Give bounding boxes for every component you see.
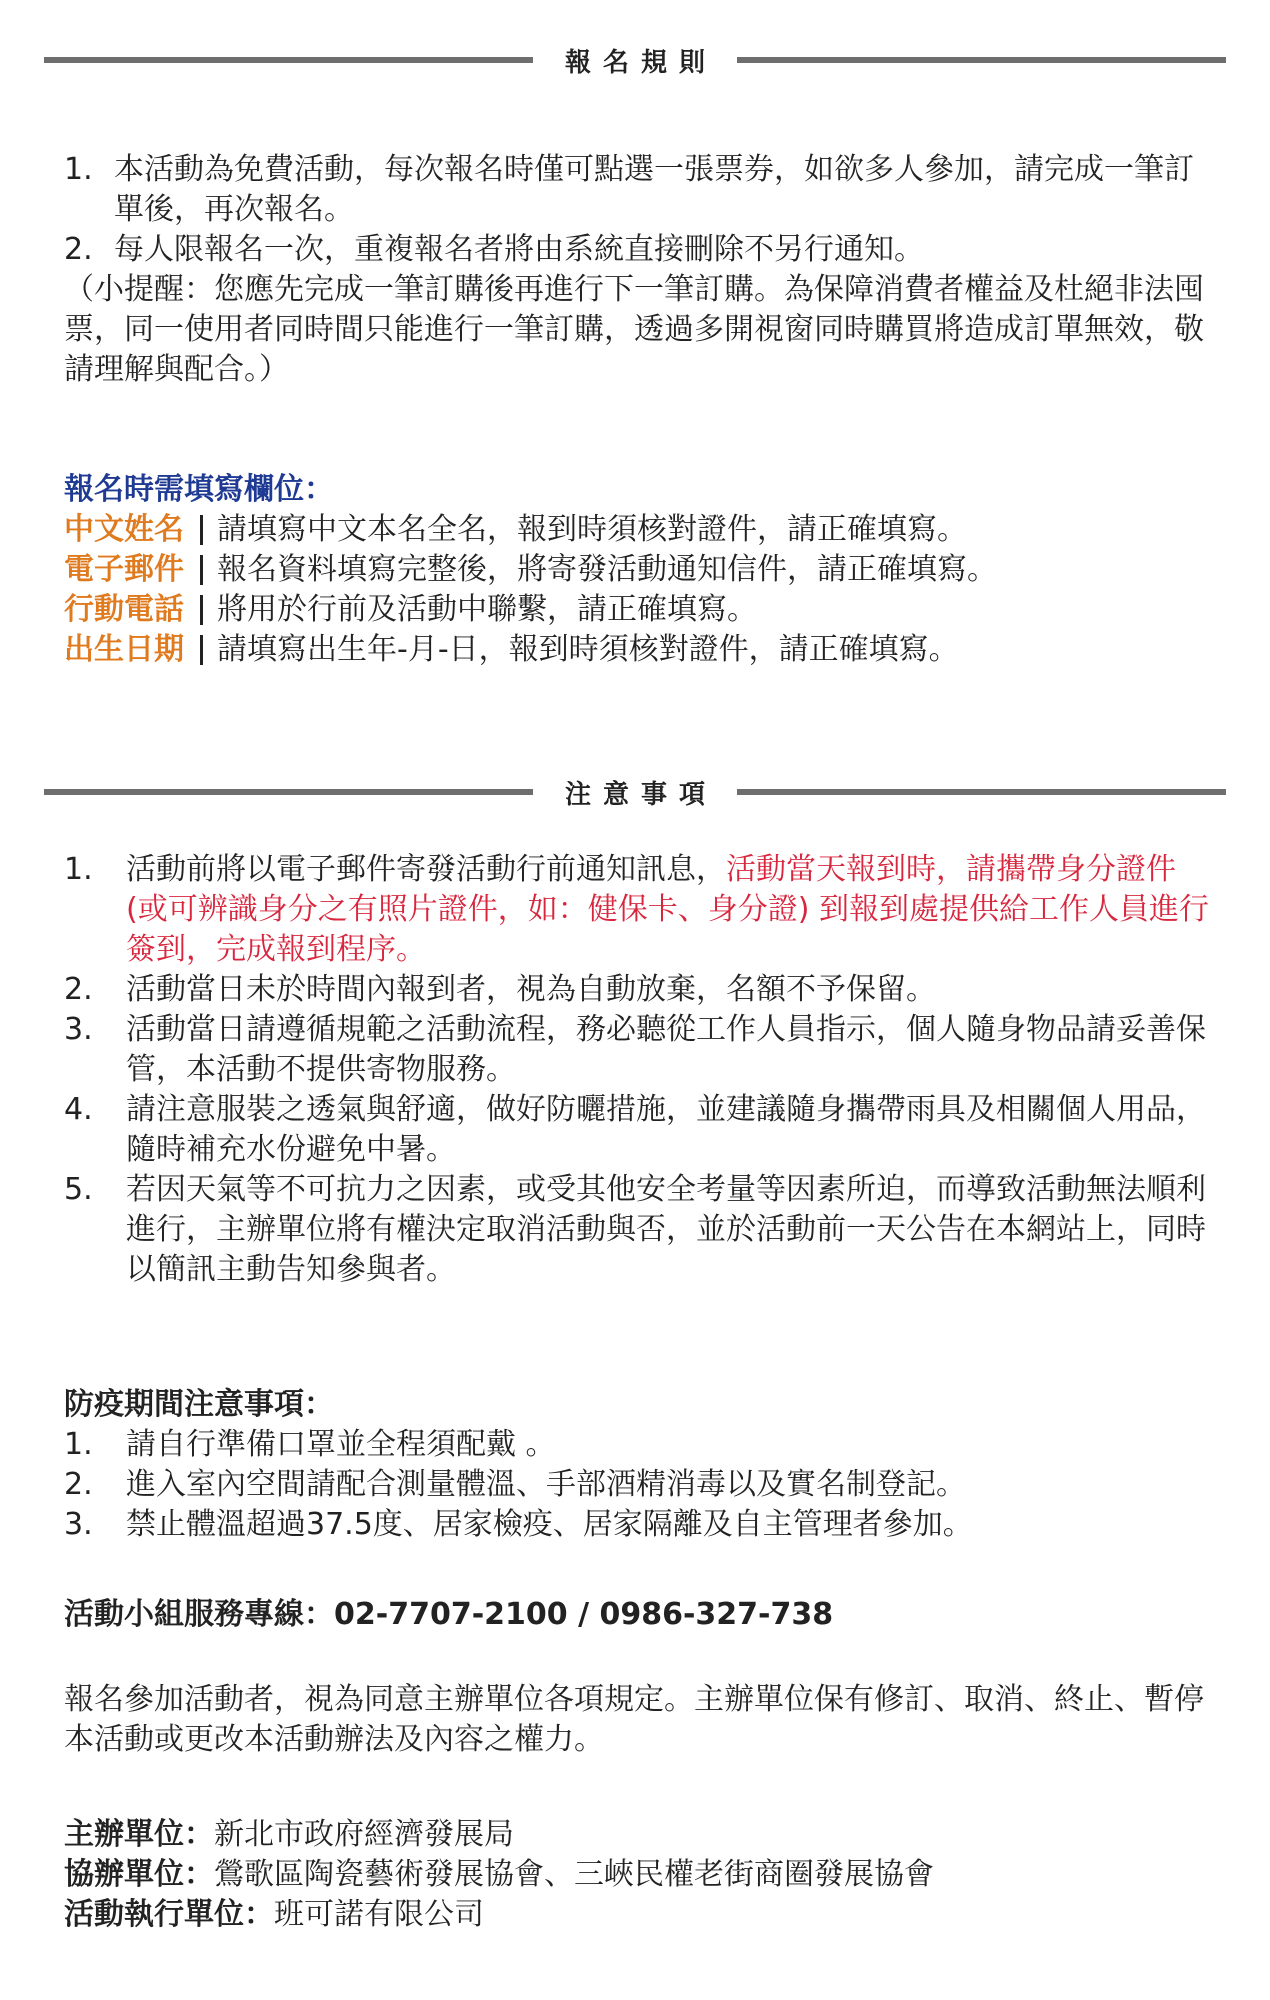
organizers: [64, 1815, 1214, 1935]
epidemic-notices: [64, 1385, 1214, 1545]
item-text: 本活動為免費活動，每次報名時僅可點選一張票券，如欲多人參加，請完成一筆訂單後，再次報名。: [114, 152, 1194, 227]
item-number: 3.: [64, 1507, 93, 1542]
item-text: 若因天氣等不可抗力之因素，或受其他安全考量等因素所迫，而導致活動無法順利進行，主辦單位將有權決定取消活動與否，並於活動前一天公告在本網站上，同時以簡訊主動告知參與者。: [126, 1172, 1206, 1287]
registration-rules-list: [64, 150, 1214, 270]
item-number: 2.: [64, 1467, 93, 1502]
item-number: 1.: [64, 852, 93, 887]
list-item: [64, 1090, 1214, 1170]
field-description: 請填寫出生年-月-日，報到時須核對證件，請正確填寫。: [217, 632, 959, 667]
item-number: 4.: [64, 1092, 93, 1127]
item-number: 1.: [64, 1427, 93, 1462]
field-label: 中文姓名: [64, 512, 184, 547]
organizer-row: [64, 1815, 1214, 1855]
list-item: [64, 850, 1214, 970]
required-fields-heading: 報名時需填寫欄位：: [64, 472, 334, 507]
item-number: 2.: [64, 232, 93, 267]
required-fields: [64, 470, 1214, 670]
field-row-birthday: [64, 630, 1214, 670]
item-text: 活動當日未於時間內報到者，視為自動放棄，名額不予保留。: [126, 972, 936, 1007]
field-label: 行動電話: [64, 592, 184, 627]
item-number: 2.: [64, 972, 93, 1007]
field-description: 請填寫中文本名全名，報到時須核對證件，請正確填寫。: [217, 512, 967, 547]
divider-line-right: [737, 57, 1226, 63]
field-label: 電子郵件: [64, 552, 184, 587]
notices: [64, 850, 1214, 1290]
registration-rules-divider: [44, 38, 1226, 82]
organizer-value: 新北市政府經濟發展局: [214, 1817, 514, 1852]
separator-bar: [200, 635, 203, 665]
separator-bar: [200, 555, 203, 585]
registration-rules: [64, 150, 1214, 390]
item-text: 每人限報名一次，重複報名者將由系統直接刪除不另行通知。: [114, 232, 924, 267]
list-item: [64, 150, 1214, 230]
notices-title: 注意事項: [565, 779, 718, 810]
organizer-row: [64, 1895, 1214, 1935]
field-description: 報名資料填寫完整後，將寄發活動通知信件，請正確填寫。: [217, 552, 997, 587]
separator-bar: [200, 595, 203, 625]
divider-line-left: [44, 789, 533, 795]
list-item: [64, 230, 1214, 270]
field-label: 出生日期: [64, 632, 184, 667]
agreement-text: 報名參加活動者，視為同意主辦單位各項規定。主辦單位保有修訂、取消、終止、暫停本活動或更改本活動辦法及內容之權力。: [64, 1682, 1204, 1757]
item-number: 3.: [64, 1012, 93, 1047]
item-number: 5.: [64, 1172, 93, 1207]
item-text: 進入室內空間請配合測量體溫、手部酒精消毒以及實名制登記。: [126, 1467, 966, 1502]
epidemic-heading: 防疫期間注意事項：: [64, 1387, 334, 1422]
item-text: 禁止體溫超過37.5度、居家檢疫、居家隔離及自主管理者參加。: [126, 1507, 973, 1542]
highlight-text: 活動當天報到時，請攜帶身分證件(或可辨識身分之有照片證件，如：健保卡、身分證) 到報到處提供給工作人員進行簽到，完成報到程序。: [126, 852, 1209, 967]
organizer-label: 主辦單位：: [64, 1817, 214, 1852]
organizer-label: 協辦單位：: [64, 1857, 214, 1892]
notices-divider: [44, 770, 1226, 814]
list-item: [64, 1170, 1214, 1290]
registration-rules-title: 報名規則: [565, 47, 718, 78]
list-item: [64, 1465, 1214, 1505]
organizer-row: [64, 1855, 1214, 1895]
divider-line-right: [737, 789, 1226, 795]
item-text: 活動前將以電子郵件寄發活動行前通知訊息，: [126, 852, 726, 887]
organizer-label: 活動執行單位：: [64, 1897, 274, 1932]
reminder-note: （小提醒：您應先完成一筆訂購後再進行下一筆訂購。為保障消費者權益及杜絕非法囤票，同一使用者同時間只能進行一筆訂購，透過多開視窗同時購買將造成訂單無效，敬請理解與配合。）: [64, 272, 1204, 387]
list-item: [64, 970, 1214, 1010]
list-item: [64, 1010, 1214, 1090]
list-item: [64, 1505, 1214, 1545]
item-text: 請自行準備口罩並全程須配戴 。: [126, 1427, 556, 1462]
organizer-value: 鶯歌區陶瓷藝術發展協會、三峽民權老街商圈發展協會: [214, 1857, 934, 1892]
divider-line-left: [44, 57, 533, 63]
item-number: 1.: [64, 152, 93, 187]
organizer-value: 班可諾有限公司: [274, 1897, 484, 1932]
item-text: 活動當日請遵循規範之活動流程，務必聽從工作人員指示，個人隨身物品請妥善保管，本活動不提供寄物服務。: [126, 1012, 1206, 1087]
list-item: [64, 1425, 1214, 1465]
field-description: 將用於行前及活動中聯繫，請正確填寫。: [217, 592, 757, 627]
field-row-name: [64, 510, 1214, 550]
epidemic-list: [64, 1425, 1214, 1545]
field-row-phone: [64, 590, 1214, 630]
item-text: 請注意服裝之透氣與舒適，做好防曬措施，並建議隨身攜帶雨具及相關個人用品，隨時補充水份避免中暑。: [126, 1092, 1206, 1167]
field-row-email: [64, 550, 1214, 590]
notices-list: [64, 850, 1214, 1290]
service-hotline: 活動小組服務專線：02-7707-2100 / 0986-327-738: [64, 1597, 834, 1632]
separator-bar: [200, 515, 203, 545]
